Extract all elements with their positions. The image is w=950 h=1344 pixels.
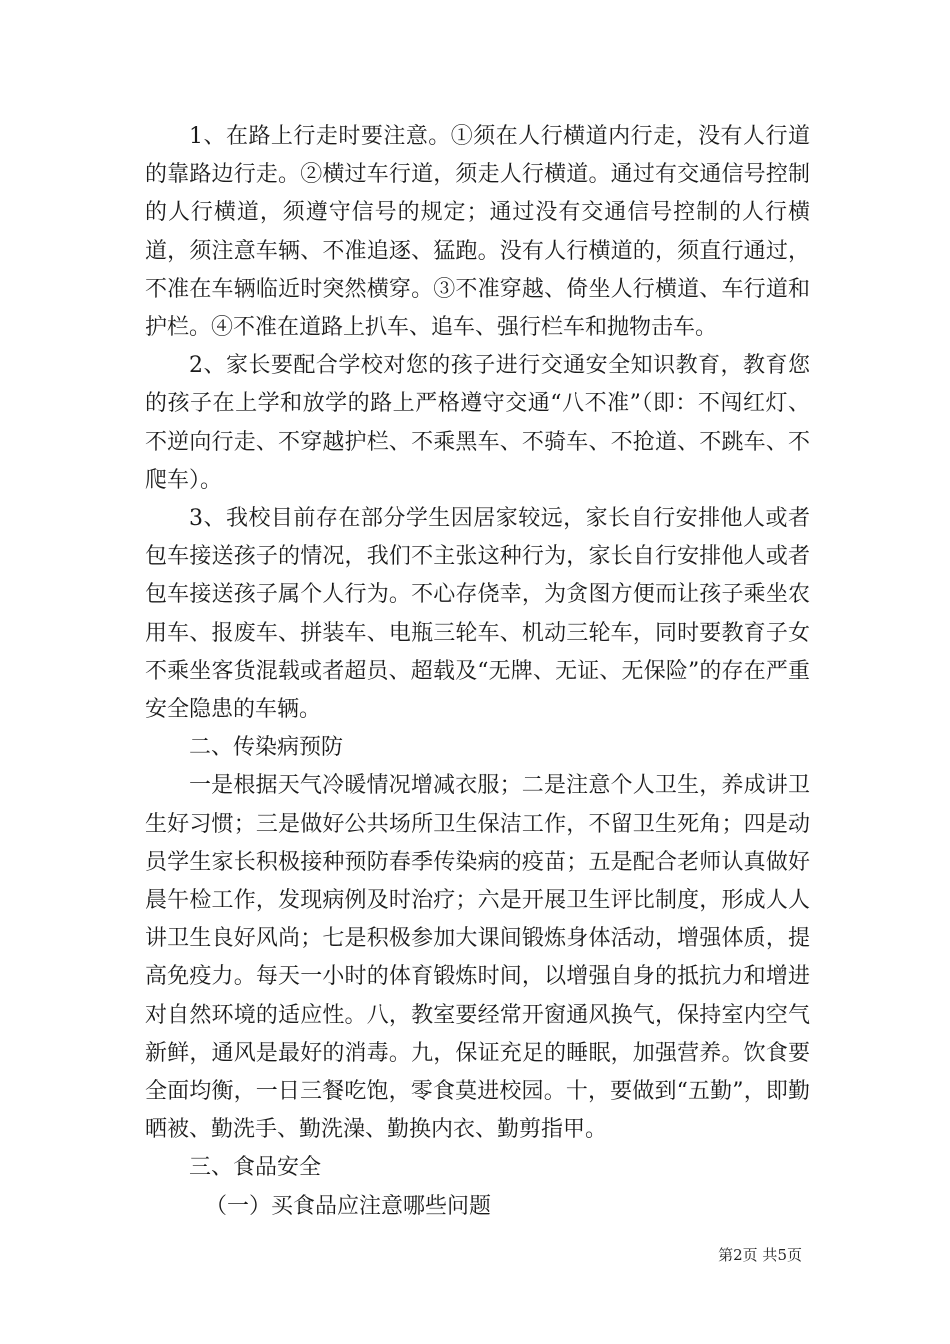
paragraph-traffic-vehicles: 3、我校目前存在部分学生因居家较远，家长自行安排他人或者包车接送孩子的情况，我们不主张这种行为，家长自行安排他人或者包车接送孩子属个人行为。不心存侥幸，为贪图方便而让孩子乘坐农用车、报废车、拼装车、电瓶三轮车、机动三轮车，同时要教育子女不乘坐客货混载或者超员、超载及“无牌、无证、无保险”的存在严重安全隐患的车辆。	[145, 506, 810, 723]
footer-prefix: 第	[718, 1246, 734, 1264]
paragraph-disease-prevention: 一是根据天气冷暖情况增减衣服；二是注意个人卫生，养成讲卫生好习惯；三是做好公共场所卫生保洁工作，不留卫生死角；四是动员学生家长积极接种预防春季传染病的疫苗；五是配合老师认真做好晨午检工作，发现病例及时治疗；六是开展卫生评比制度，形成人人讲卫生良好风尚；七是积极参加大课间锻炼身体活动，增强体质，提高免疫力。每天一小时的体育锻炼时间，以增强自身的抵抗力和增进对自然环境的适应性。八，教室要经常开窗通风换气，保持室内空气新鲜，通风是最好的消毒。九，保证充足的睡眠，加强营养。饮食要全面均衡，一日三餐吃饱，零食莫进校园。十，要做到“五勤”，即勤晒被、勤洗手、勤洗澡、勤换内衣、勤剪指甲。	[145, 773, 810, 1143]
footer-middle: 页 共	[742, 1246, 778, 1264]
paragraph-traffic-parents: 2、家长要配合学校对您的孩子进行交通安全知识教育，教育您的孩子在上学和放学的路上严格遵守交通“八不准”（即：不闯红灯、不逆向行走、不穿越护栏、不乘黑车、不骑车、不抢道、不跳车、不爬车）。	[145, 353, 810, 493]
heading-food-safety: 三、食品安全	[189, 1155, 322, 1181]
document-body	[145, 118, 810, 1226]
footer-total-pages: 5	[777, 1246, 787, 1264]
footer-suffix: 页	[786, 1246, 802, 1264]
heading-disease-prevention: 二、传染病预防	[189, 735, 344, 761]
paragraph-traffic-walking: 1、在路上行走时要注意。①须在人行横道内行走，没有人行道的靠路边行走。②横过车行道，须走人行横道。通过有交通信号控制的人行横道，须遵守信号的规定；通过没有交通信号控制的人行横道，须注意车辆、不准追逐、猛跑。没有人行横道的，须直行通过，不准在车辆临近时突然横穿。③不准穿越、倚坐人行横道、车行道和护栏。④不准在道路上扒车、追车、强行栏车和抛物击车。	[145, 124, 810, 341]
page-number-footer	[718, 1244, 802, 1265]
footer-current-page: 2	[733, 1246, 743, 1264]
subheading-buying-food: （一）买食品应注意哪些问题	[205, 1193, 492, 1219]
